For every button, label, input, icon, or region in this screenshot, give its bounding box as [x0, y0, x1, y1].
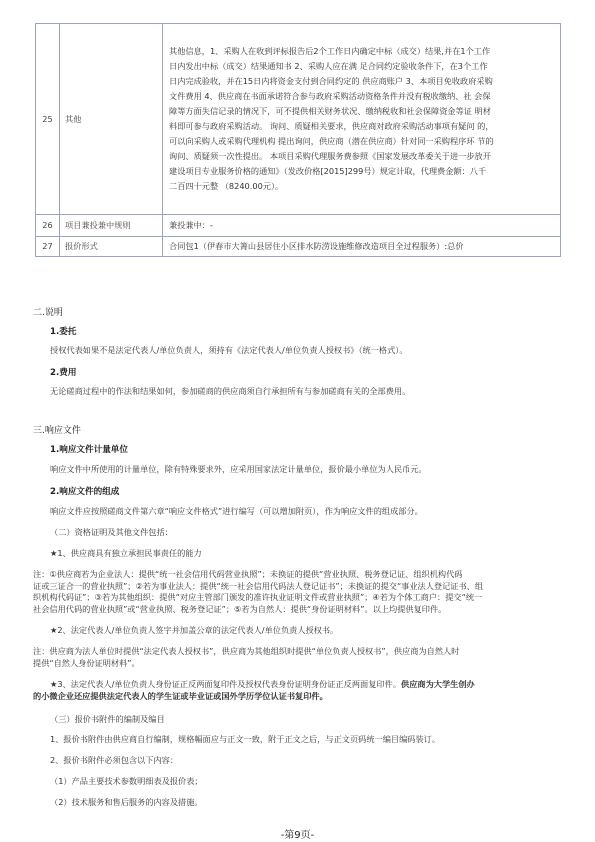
note-line: 织机构代码证”；③若为其他组织：提供“对应主管部门颁发的准许执业证明文件或营业执照”；④若为个体工商户：提交“统一	[33, 592, 483, 602]
subsection-heading: 2.费用	[50, 368, 77, 378]
table-row	[36, 24, 561, 215]
table-row	[36, 237, 561, 257]
section-heading: 三.响应文件	[33, 426, 81, 436]
page-number: -第9页-	[280, 830, 315, 841]
row-label: 项目兼投兼中规则	[60, 215, 163, 237]
content-line: 日内完成验收，并在15日内将资金支付到合同约定的 供应商账户 3、本项目免收政府采购	[169, 76, 493, 86]
paragraph: 无论磋商过程中的作法和结果如何，参加磋商的供应商须自行承担所有与参加磋商有关的全部费用。	[50, 386, 411, 396]
paragraph	[33, 679, 475, 702]
paragraph-bold-text: 供应商为大学生创办	[401, 679, 475, 689]
table-row	[36, 215, 561, 237]
row-content	[163, 215, 561, 237]
paragraph: （2）技术服务和售后服务的内容及措施。	[50, 797, 203, 807]
content-line: 文件费用 4、供应商在书面承诺符合参与政府采购活动资格条件并没有税收缴纳、社 会保	[169, 91, 491, 101]
row-content	[163, 237, 561, 257]
section-heading: 二.说明	[33, 308, 63, 318]
content-line: 建设项目专业服务价格的通知》（发改价格[2015]299号）规定计取，代理费金额：八千	[169, 166, 487, 176]
content-line: 兼投兼中：-	[169, 220, 213, 230]
subsection-heading: 1.委托	[50, 327, 77, 337]
paragraph: ★1、供应商具有独立承担民事责任的能力	[50, 548, 202, 558]
paragraph: （1）产品主要技术参数明细表及报价表；	[50, 776, 203, 786]
procurement-info-table	[35, 23, 561, 257]
content-line: 二百四十元整 （8240.00元）。	[169, 181, 284, 191]
note-block	[33, 646, 459, 669]
subsection-heading: 1.响应文件计量单位	[50, 445, 128, 455]
row-label: 其他	[60, 24, 163, 215]
paragraph: 2、报价书附件必须包含以下内容：	[50, 755, 179, 765]
note-line: 证或三证合一的营业执照”；②若为事业法人：提供“统一社会信用代码法人登记证书”；未换证的提交“事业法人登记证书、组	[33, 580, 484, 591]
paragraph: 响应文件中所使用的计量单位，除有特殊要求外，应采用国家法定计量单位，报价最小单位为人民币元。	[50, 464, 427, 474]
content-line: 障等方面失信记录的情况下，可不提供相关财务状况、缴纳税收和社会保障资金等证 明材	[169, 106, 491, 116]
note-line: 提供“自然人身份证明材料”。	[33, 657, 140, 668]
content-line: 询问、质疑须一次性提出。 本项目采购代理服务费参照《国家发展改革委关于进一步放开	[169, 151, 491, 161]
paragraph-bold-text: 的小微企业还应提供法定代表人的学生证或毕业证或国外学历学位认证书复印件。	[33, 690, 328, 701]
content-line: 合同包1（伊春市大箐山县居住小区排水防涝设施维修改造项目全过程服务）:总价	[169, 241, 464, 251]
paragraph: ★2、法定代表人/单位负责人签字并加盖公章的法定代表人/单位负责人授权书。	[50, 625, 339, 635]
paragraph: 1、报价书附件由供应商自行编制，规格幅面应与正文一致，附于正文之后，与正文页码统一编目编码装订。	[50, 734, 441, 744]
row-label: 报价形式	[60, 237, 163, 257]
content-line: 其他信息，1、采购人在收到评标报告后2个工作日内确定中标（成交）结果,并在1个工作	[169, 46, 491, 56]
note-line: 社会信用代码的营业执照”或“营业执照、税务登记证”；⑤若为自然人：提供“身份证明材料”。以上均提供复印件。	[33, 603, 447, 614]
content-line: 料即可参与政府采购活动。 询问、质疑相关要求，供应商对政府采购活动事项有疑问 的，	[169, 121, 494, 131]
paragraph: 授权代表如果不是法定代表人/单位负责人，须持有《法定代表人/单位负责人授权书》（统一格式）。	[50, 345, 408, 355]
note-line: 注：供应商为法人单位时提供“法定代表人授权书”，供应商为其他组织时提供“单位负责人授权书”，供应商为自然人时	[33, 646, 460, 656]
row-number: 25	[36, 24, 60, 215]
paragraph: （二）资格证明及其他文件包括：	[50, 527, 173, 537]
subsection-heading: 2.响应文件的组成	[50, 487, 120, 497]
paragraph: 响应文件应按照磋商文件第六章“响应文件格式”进行编写（可以增加附页），作为响应文件的组成部分。	[50, 506, 423, 516]
content-line: 日内发出中标（成交）结果通知书 2、采购人应在满 足合同约定验收条件下，在3个工作	[169, 61, 488, 71]
note-block	[33, 569, 483, 615]
paragraph-text: ★3、法定代表人/单位负责人身份证正反两面复印件及授权代表身份证明身份证正反两面复印件。	[50, 679, 401, 689]
row-number: 27	[36, 237, 60, 257]
paragraph: （三）报价书附件的编制及编目	[50, 714, 165, 724]
row-number: 26	[36, 215, 60, 237]
content-line: 可以向采购人或采购代理机构 提出询问，供应商（潜在供应商）针对同一采购程序环 节的	[169, 136, 494, 146]
row-content	[163, 24, 561, 215]
note-line: 注：①供应商若为企业法人：提供“统一社会信用代码营业执照”；未换证的提供“营业执照、税务登记证、组织机构代码	[33, 569, 463, 579]
